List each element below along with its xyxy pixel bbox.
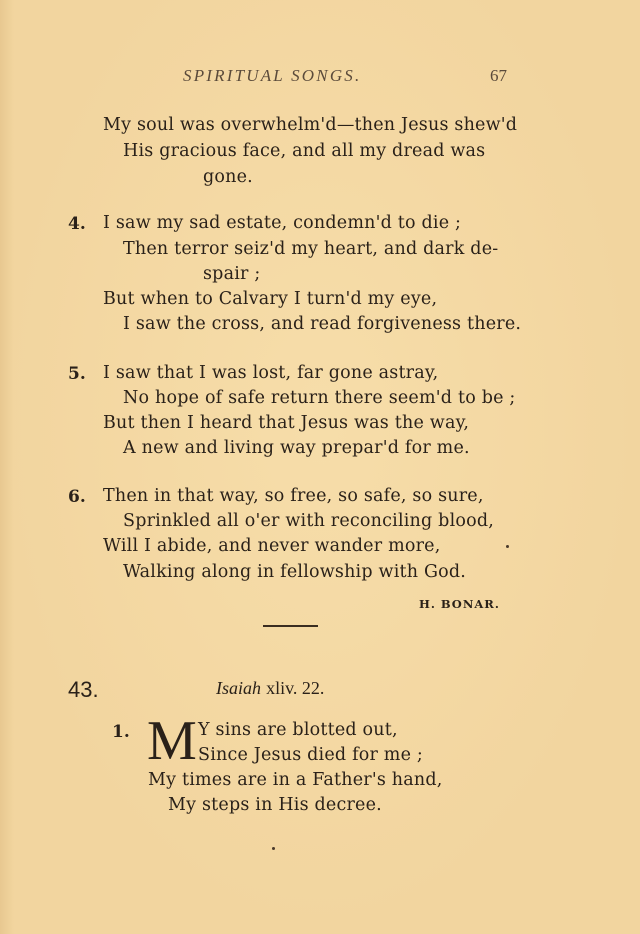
verse-line: Y sins are blotted out, xyxy=(198,720,398,740)
paper-speck xyxy=(506,545,509,548)
verse-line: My steps in His decree. xyxy=(168,795,382,815)
stanza-number: 1. xyxy=(112,722,130,742)
stanza-number: 6. xyxy=(68,487,86,507)
verse-line: Will I abide, and never wander more, xyxy=(103,536,441,556)
verse-line: But then I heard that Jesus was the way, xyxy=(103,413,470,433)
verse-line: But when to Calvary I turn'd my eye, xyxy=(103,289,438,309)
verse-line: His gracious face, and all my dread was xyxy=(123,141,486,161)
stanza-number: 4. xyxy=(68,214,86,234)
verse-line: My soul was overwhelm'd—then Jesus shew'd xyxy=(103,115,518,135)
verse-line: No hope of safe return there seem'd to be ; xyxy=(123,388,516,408)
scripture-reference xyxy=(216,678,324,699)
verse-line: My times are in a Father's hand, xyxy=(148,770,443,790)
hymn-number: 43. xyxy=(68,677,99,702)
verse-line: gone. xyxy=(203,167,253,187)
verse-line: Since Jesus died for me ; xyxy=(198,745,424,765)
verse-line: A new and living way prepar'd for me. xyxy=(123,438,470,458)
verse-line: Then terror seiz'd my heart, and dark de- xyxy=(123,239,499,259)
verse-line: I saw that I was lost, far gone astray, xyxy=(103,363,439,383)
page-number: 67 xyxy=(490,66,507,85)
drop-cap-letter: M xyxy=(147,710,197,772)
verse-line: Then in that way, so free, so safe, so sure, xyxy=(103,486,484,506)
section-divider xyxy=(263,625,318,627)
scripture-chapter-verse: xliv. 22. xyxy=(266,678,325,698)
verse-line: I saw my sad estate, condemn'd to die ; xyxy=(103,213,462,233)
running-title: SPIRITUAL SONGS. xyxy=(183,66,362,85)
verse-line: I saw the cross, and read forgiveness there. xyxy=(123,314,522,334)
author-attribution: H. BONAR. xyxy=(419,597,500,611)
verse-line: spair ; xyxy=(203,264,261,284)
scripture-book: Isaiah xyxy=(216,678,261,698)
paper-speck xyxy=(272,847,275,850)
verse-line: Sprinkled all o'er with reconciling blood, xyxy=(123,511,495,531)
stanza-number: 5. xyxy=(68,364,86,384)
verse-line: Walking along in fellowship with God. xyxy=(123,562,467,582)
